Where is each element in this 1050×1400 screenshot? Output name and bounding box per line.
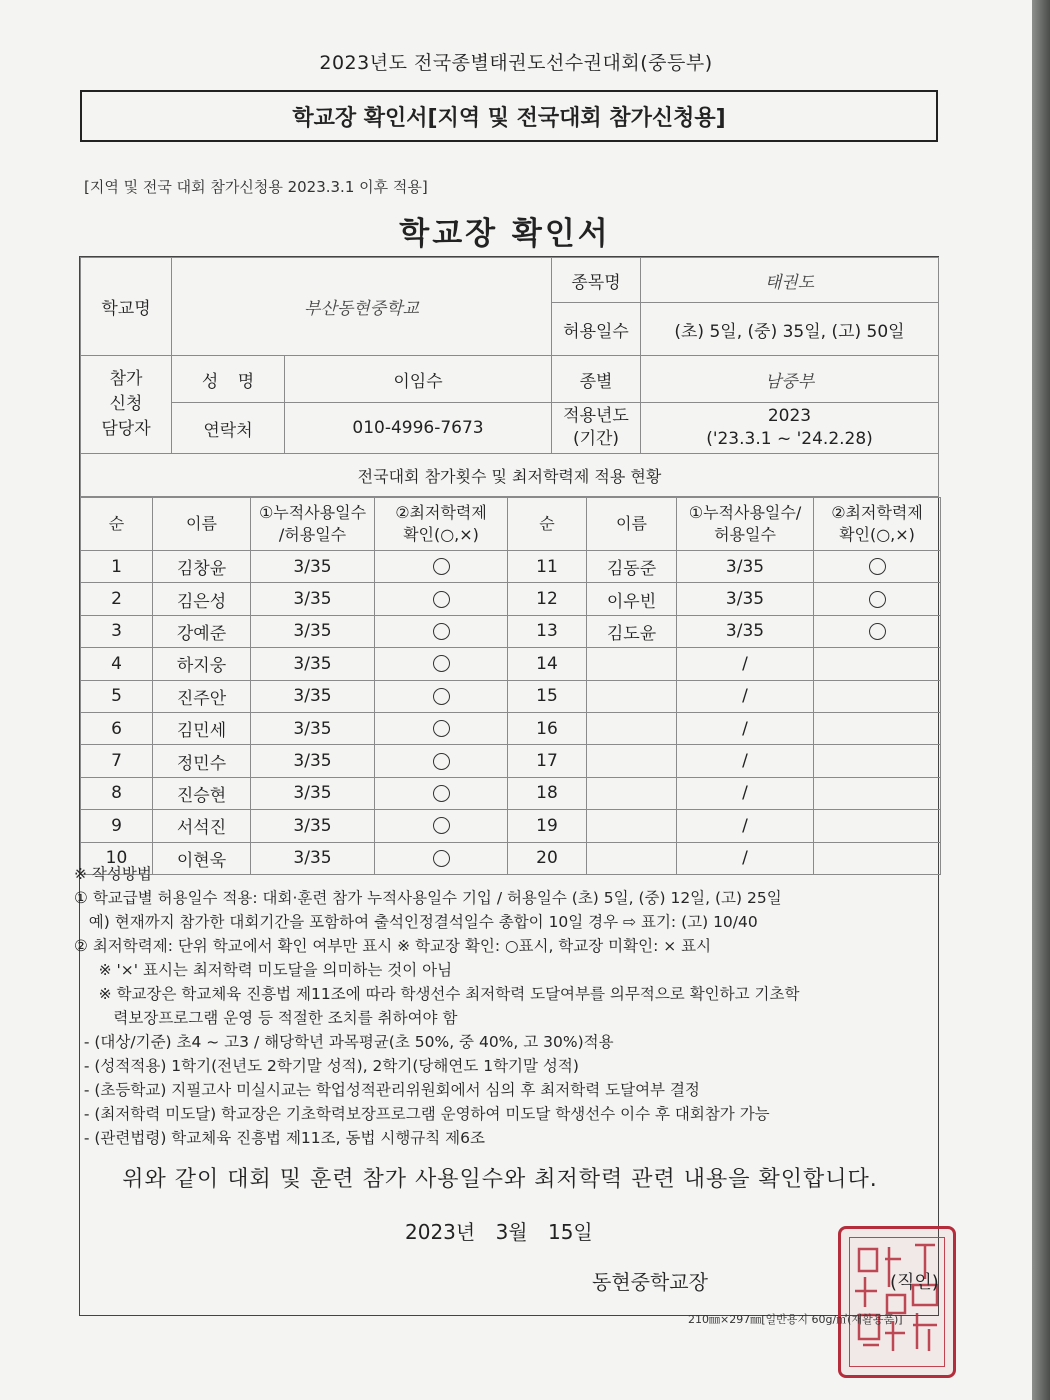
row-days-right: 3/35	[677, 583, 814, 615]
row-min-check	[375, 648, 508, 680]
name-value: 이임수	[285, 356, 552, 403]
contact-value: 010-4996-7673	[285, 403, 552, 454]
writing-instructions	[74, 862, 954, 1150]
row-days-right: /	[677, 712, 814, 744]
circle-mark-icon	[433, 591, 450, 608]
school-label: 학교명	[81, 258, 172, 356]
table-row	[81, 583, 941, 615]
row-days: 3/35	[251, 745, 375, 777]
instruction-line: 력보장프로그램 운영 등 적절한 조치를 취하여야 함	[74, 1009, 458, 1027]
row-name: 김은성	[153, 583, 251, 615]
circle-mark-icon	[433, 785, 450, 802]
seal-label: (직인)	[890, 1272, 939, 1293]
school-value: 부산동현중학교	[172, 258, 552, 356]
event-value: 태권도	[641, 258, 939, 303]
row-min-check-right	[814, 551, 941, 583]
row-days-right: /	[677, 842, 814, 874]
instruction-line: - (초등학교) 지필고사 미실시교는 학업성적관리위원회에서 심의 후 최저학력 도달여부 결정	[74, 1081, 700, 1099]
circle-mark-icon	[433, 655, 450, 672]
row-days-right: /	[677, 680, 814, 712]
competition-title: 2023년도 전국종별태권도선수권대회(중등부)	[319, 52, 713, 74]
applicant-label: 참가 신청 담당자	[81, 356, 172, 454]
row-no: 5	[81, 680, 153, 712]
instruction-line: ※ 작성방법	[74, 865, 152, 883]
row-min-check-right	[814, 712, 941, 744]
row-min-check-right	[814, 648, 941, 680]
row-no-right: 19	[508, 810, 587, 842]
apply-year-value: 2023 ('23.3.1 ~ '24.2.28)	[641, 403, 939, 454]
row-no-right: 15	[508, 680, 587, 712]
table-row	[81, 777, 941, 809]
circle-mark-icon	[869, 591, 886, 608]
row-no: 7	[81, 745, 153, 777]
row-min-check	[375, 615, 508, 647]
name-label: 성 명	[172, 356, 285, 403]
circle-mark-icon	[869, 558, 886, 575]
col-name-right: 이름	[587, 498, 677, 551]
instruction-line: - (관련법령) 학교체육 진흥법 제11조, 동법 시행규칙 제6조	[74, 1129, 485, 1147]
circle-mark-icon	[433, 623, 450, 640]
instruction-line: 예) 현재까지 참가한 대회기간을 포함하여 출석인정결석일수 총합이 10일 경우 ⇨ 표기: (고) 10/40	[74, 913, 758, 931]
circle-mark-icon	[433, 688, 450, 705]
row-no: 10	[81, 842, 153, 874]
row-days-right: /	[677, 648, 814, 680]
row-name: 진주안	[153, 680, 251, 712]
instruction-line: ※ 학교장은 학교체육 진흥법 제11조에 따라 학생선수 최저학력 도달여부를 의무적으로 확인하고 기초학	[74, 985, 800, 1003]
table-row	[81, 810, 941, 842]
row-days: 3/35	[251, 680, 375, 712]
table-row	[81, 712, 941, 744]
row-name: 강예준	[153, 615, 251, 647]
row-days-right: /	[677, 745, 814, 777]
row-days: 3/35	[251, 648, 375, 680]
row-no: 3	[81, 615, 153, 647]
row-name: 김창윤	[153, 551, 251, 583]
row-days-right: 3/35	[677, 615, 814, 647]
allowed-days-label: 허용일수	[552, 303, 641, 356]
row-name: 김민세	[153, 712, 251, 744]
col-no-right: 순	[508, 498, 587, 551]
row-name-right	[587, 680, 677, 712]
table-row	[81, 648, 941, 680]
row-days-right: /	[677, 777, 814, 809]
background-edge	[1032, 0, 1050, 1400]
row-no: 8	[81, 777, 153, 809]
paper-spec: 210㎜×297㎜[일반용지 60g/㎡(재활용품)]	[688, 1313, 903, 1326]
table-row	[81, 745, 941, 777]
row-days: 3/35	[251, 777, 375, 809]
row-min-check	[375, 810, 508, 842]
row-days-right: 3/35	[677, 551, 814, 583]
row-min-check-right	[814, 680, 941, 712]
row-days: 3/35	[251, 551, 375, 583]
row-min-check-right	[814, 810, 941, 842]
confirmation-form	[79, 256, 939, 1316]
row-min-check	[375, 712, 508, 744]
col-days-right: ①누적사용일수/ 허용일수	[677, 498, 814, 551]
circle-mark-icon	[869, 623, 886, 640]
form-title-box: 학교장 확인서[지역 및 전국대회 참가신청용]	[80, 90, 938, 142]
circle-mark-icon	[433, 720, 450, 737]
row-days: 3/35	[251, 810, 375, 842]
participants-table	[80, 497, 941, 875]
col-name: 이름	[153, 498, 251, 551]
division-label: 종별	[552, 356, 641, 403]
row-name: 정민수	[153, 745, 251, 777]
row-days-right: /	[677, 810, 814, 842]
col-min-academic-right: ②최저학력제 확인(○,×)	[814, 498, 941, 551]
row-days: 3/35	[251, 583, 375, 615]
row-name-right: 이우빈	[587, 583, 677, 615]
row-no: 2	[81, 583, 153, 615]
row-no-right: 20	[508, 842, 587, 874]
col-days: ①누적사용일수 /허용일수	[251, 498, 375, 551]
row-name: 진승현	[153, 777, 251, 809]
table-row	[81, 615, 941, 647]
instruction-line: ② 최저학력제: 단위 학교에서 확인 여부만 표시 ※ 학교장 확인: ○표시, 학교장 미확인: × 표시	[74, 937, 712, 955]
instruction-line: - (최저학력 미도달) 학교장은 기초학력보장프로그램 운영하여 미도달 학생선수 이수 후 대회참가 가능	[74, 1105, 770, 1123]
official-seal-icon	[838, 1226, 956, 1378]
table-header-row	[81, 498, 941, 551]
row-min-check	[375, 745, 508, 777]
row-name-right	[587, 745, 677, 777]
contact-label: 연락처	[172, 403, 285, 454]
row-days: 3/35	[251, 712, 375, 744]
row-no-right: 18	[508, 777, 587, 809]
row-no: 4	[81, 648, 153, 680]
row-min-check	[375, 680, 508, 712]
row-name-right: 김동준	[587, 551, 677, 583]
section-title: 전국대회 참가횟수 및 최저학력제 적용 현황	[81, 454, 939, 497]
circle-mark-icon	[433, 817, 450, 834]
table-row	[81, 551, 941, 583]
row-no: 9	[81, 810, 153, 842]
col-min-academic: ②최저학력제 확인(○,×)	[375, 498, 508, 551]
row-no-right: 11	[508, 551, 587, 583]
table-row	[81, 680, 941, 712]
row-min-check-right	[814, 777, 941, 809]
row-no-right: 17	[508, 745, 587, 777]
info-table	[80, 257, 939, 497]
row-name-right	[587, 648, 677, 680]
row-no: 6	[81, 712, 153, 744]
apply-year-label: 적용년도 (기간)	[552, 403, 641, 454]
applicability-note: [지역 및 전국 대회 참가신청용 2023.3.1 이후 적용]	[84, 178, 428, 196]
row-min-check	[375, 551, 508, 583]
instruction-line: - (성적적용) 1학기(전년도 2학기말 성적), 2학기(당해연도 1학기말 성적)	[74, 1057, 579, 1075]
row-no-right: 16	[508, 712, 587, 744]
main-title: 학교장 확인서	[399, 216, 611, 252]
event-label: 종목명	[552, 258, 641, 303]
col-no: 순	[81, 498, 153, 551]
confirmation-statement: 위와 같이 대회 및 훈련 참가 사용일수와 최저학력 관련 내용을 확인합니다.	[122, 1167, 878, 1192]
allowed-days-value: (초) 5일, (중) 35일, (고) 50일	[641, 303, 939, 356]
row-name-right	[587, 810, 677, 842]
row-name: 서석진	[153, 810, 251, 842]
circle-mark-icon	[433, 753, 450, 770]
row-no: 1	[81, 551, 153, 583]
division-value: 남중부	[641, 356, 939, 403]
row-days: 3/35	[251, 615, 375, 647]
row-name-right	[587, 712, 677, 744]
row-name-right: 김도윤	[587, 615, 677, 647]
instruction-line: ※ '×' 표시는 최저학력 미도달을 의미하는 것이 아님	[74, 961, 453, 979]
row-min-check-right	[814, 615, 941, 647]
circle-mark-icon	[433, 558, 450, 575]
row-name: 이현욱	[153, 842, 251, 874]
row-name-right	[587, 777, 677, 809]
row-days: 3/35	[251, 842, 375, 874]
row-no-right: 14	[508, 648, 587, 680]
row-name: 하지웅	[153, 648, 251, 680]
row-min-check	[375, 777, 508, 809]
row-min-check	[375, 583, 508, 615]
row-no-right: 12	[508, 583, 587, 615]
instruction-line: ① 학교급별 허용일수 적용: 대회·훈련 참가 누적사용일수 기입 / 허용일수 (초) 5일, (중) 12일, (고) 25일	[74, 889, 782, 907]
row-min-check-right	[814, 745, 941, 777]
instruction-line: - (대상/기준) 초4 ~ 고3 / 해당학년 과목평균(초 50%, 중 40%, 고 30%)적용	[74, 1033, 614, 1051]
row-no-right: 13	[508, 615, 587, 647]
issue-date: 2023년 3월 15일	[405, 1220, 593, 1244]
row-min-check-right	[814, 583, 941, 615]
principal-title: 동현중학교장	[592, 1270, 708, 1294]
